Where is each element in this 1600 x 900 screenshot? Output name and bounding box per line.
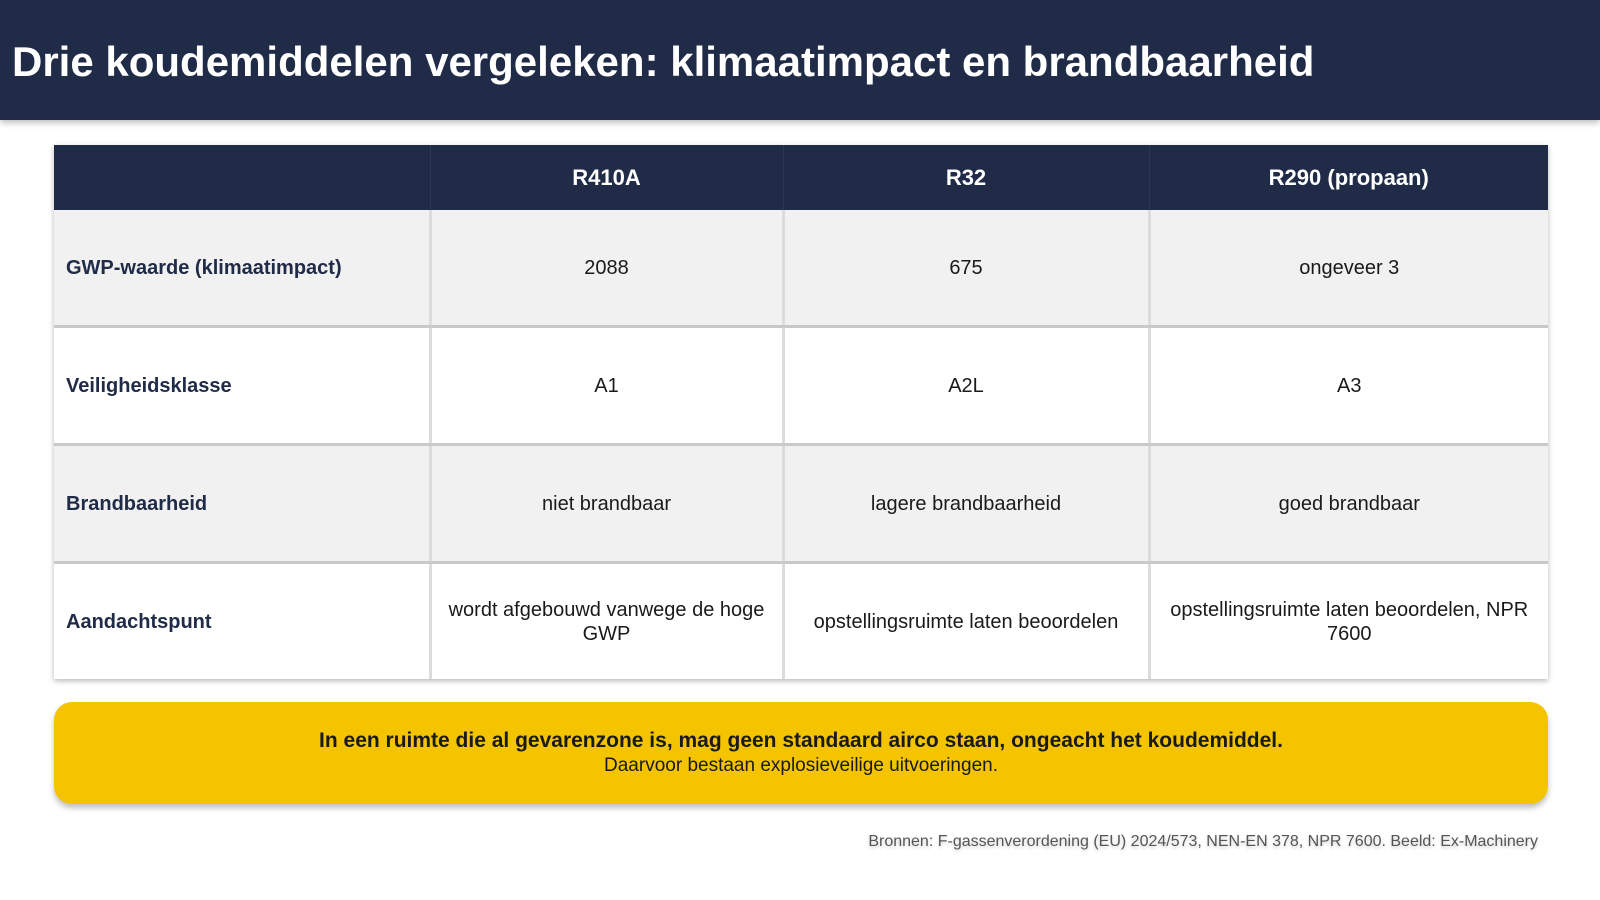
table-cell: opstellingsruimte laten beoordelen: [783, 563, 1149, 680]
table-cell: opstellingsruimte laten beoordelen, NPR 7600: [1149, 563, 1548, 680]
row-label: GWP-waarde (klimaatimpact): [54, 210, 430, 327]
column-header-r410a: R410A: [430, 145, 783, 210]
table-row-safety-class: [54, 327, 1548, 445]
warning-callout: [54, 702, 1548, 804]
table-cell: A3: [1149, 327, 1548, 445]
source-note: Bronnen: F-gassenverordening (EU) 2024/573, NEN-EN 378, NPR 7600. Beeld: Ex-Machinery: [868, 833, 1538, 850]
table-row-flammability: [54, 445, 1548, 563]
table-cell: lagere brandbaarheid: [783, 445, 1149, 563]
table-cell: A2L: [783, 327, 1149, 445]
comparison-table-wrapper: [54, 145, 1548, 679]
table-cell: niet brandbaar: [430, 445, 783, 563]
table-cell: goed brandbaar: [1149, 445, 1548, 563]
row-label: Brandbaarheid: [54, 445, 430, 563]
column-header-empty: [54, 145, 430, 210]
row-label: Veiligheidsklasse: [54, 327, 430, 445]
table-header-row: [54, 145, 1548, 210]
column-header-r32: R32: [783, 145, 1149, 210]
page-title: Drie koudemiddelen vergeleken: klimaatimpact en brandbaarheid: [12, 38, 1315, 85]
header-bar: [0, 0, 1600, 120]
callout-sub-text: Daarvoor bestaan explosieveilige uitvoeringen.: [604, 755, 998, 776]
table-row-attention-point: [54, 563, 1548, 680]
table-cell: wordt afgebouwd vanwege de hoge GWP: [430, 563, 783, 680]
comparison-table: [54, 145, 1548, 679]
table-cell: A1: [430, 327, 783, 445]
table-cell: 2088: [430, 210, 783, 327]
table-cell: 675: [783, 210, 1149, 327]
row-label: Aandachtspunt: [54, 563, 430, 680]
table-row-gwp: [54, 210, 1548, 327]
column-header-r290: R290 (propaan): [1149, 145, 1548, 210]
callout-main-text: In een ruimte die al gevarenzone is, mag geen standaard airco staan, ongeacht het koudemiddel.: [319, 729, 1283, 752]
table-cell: ongeveer 3: [1149, 210, 1548, 327]
